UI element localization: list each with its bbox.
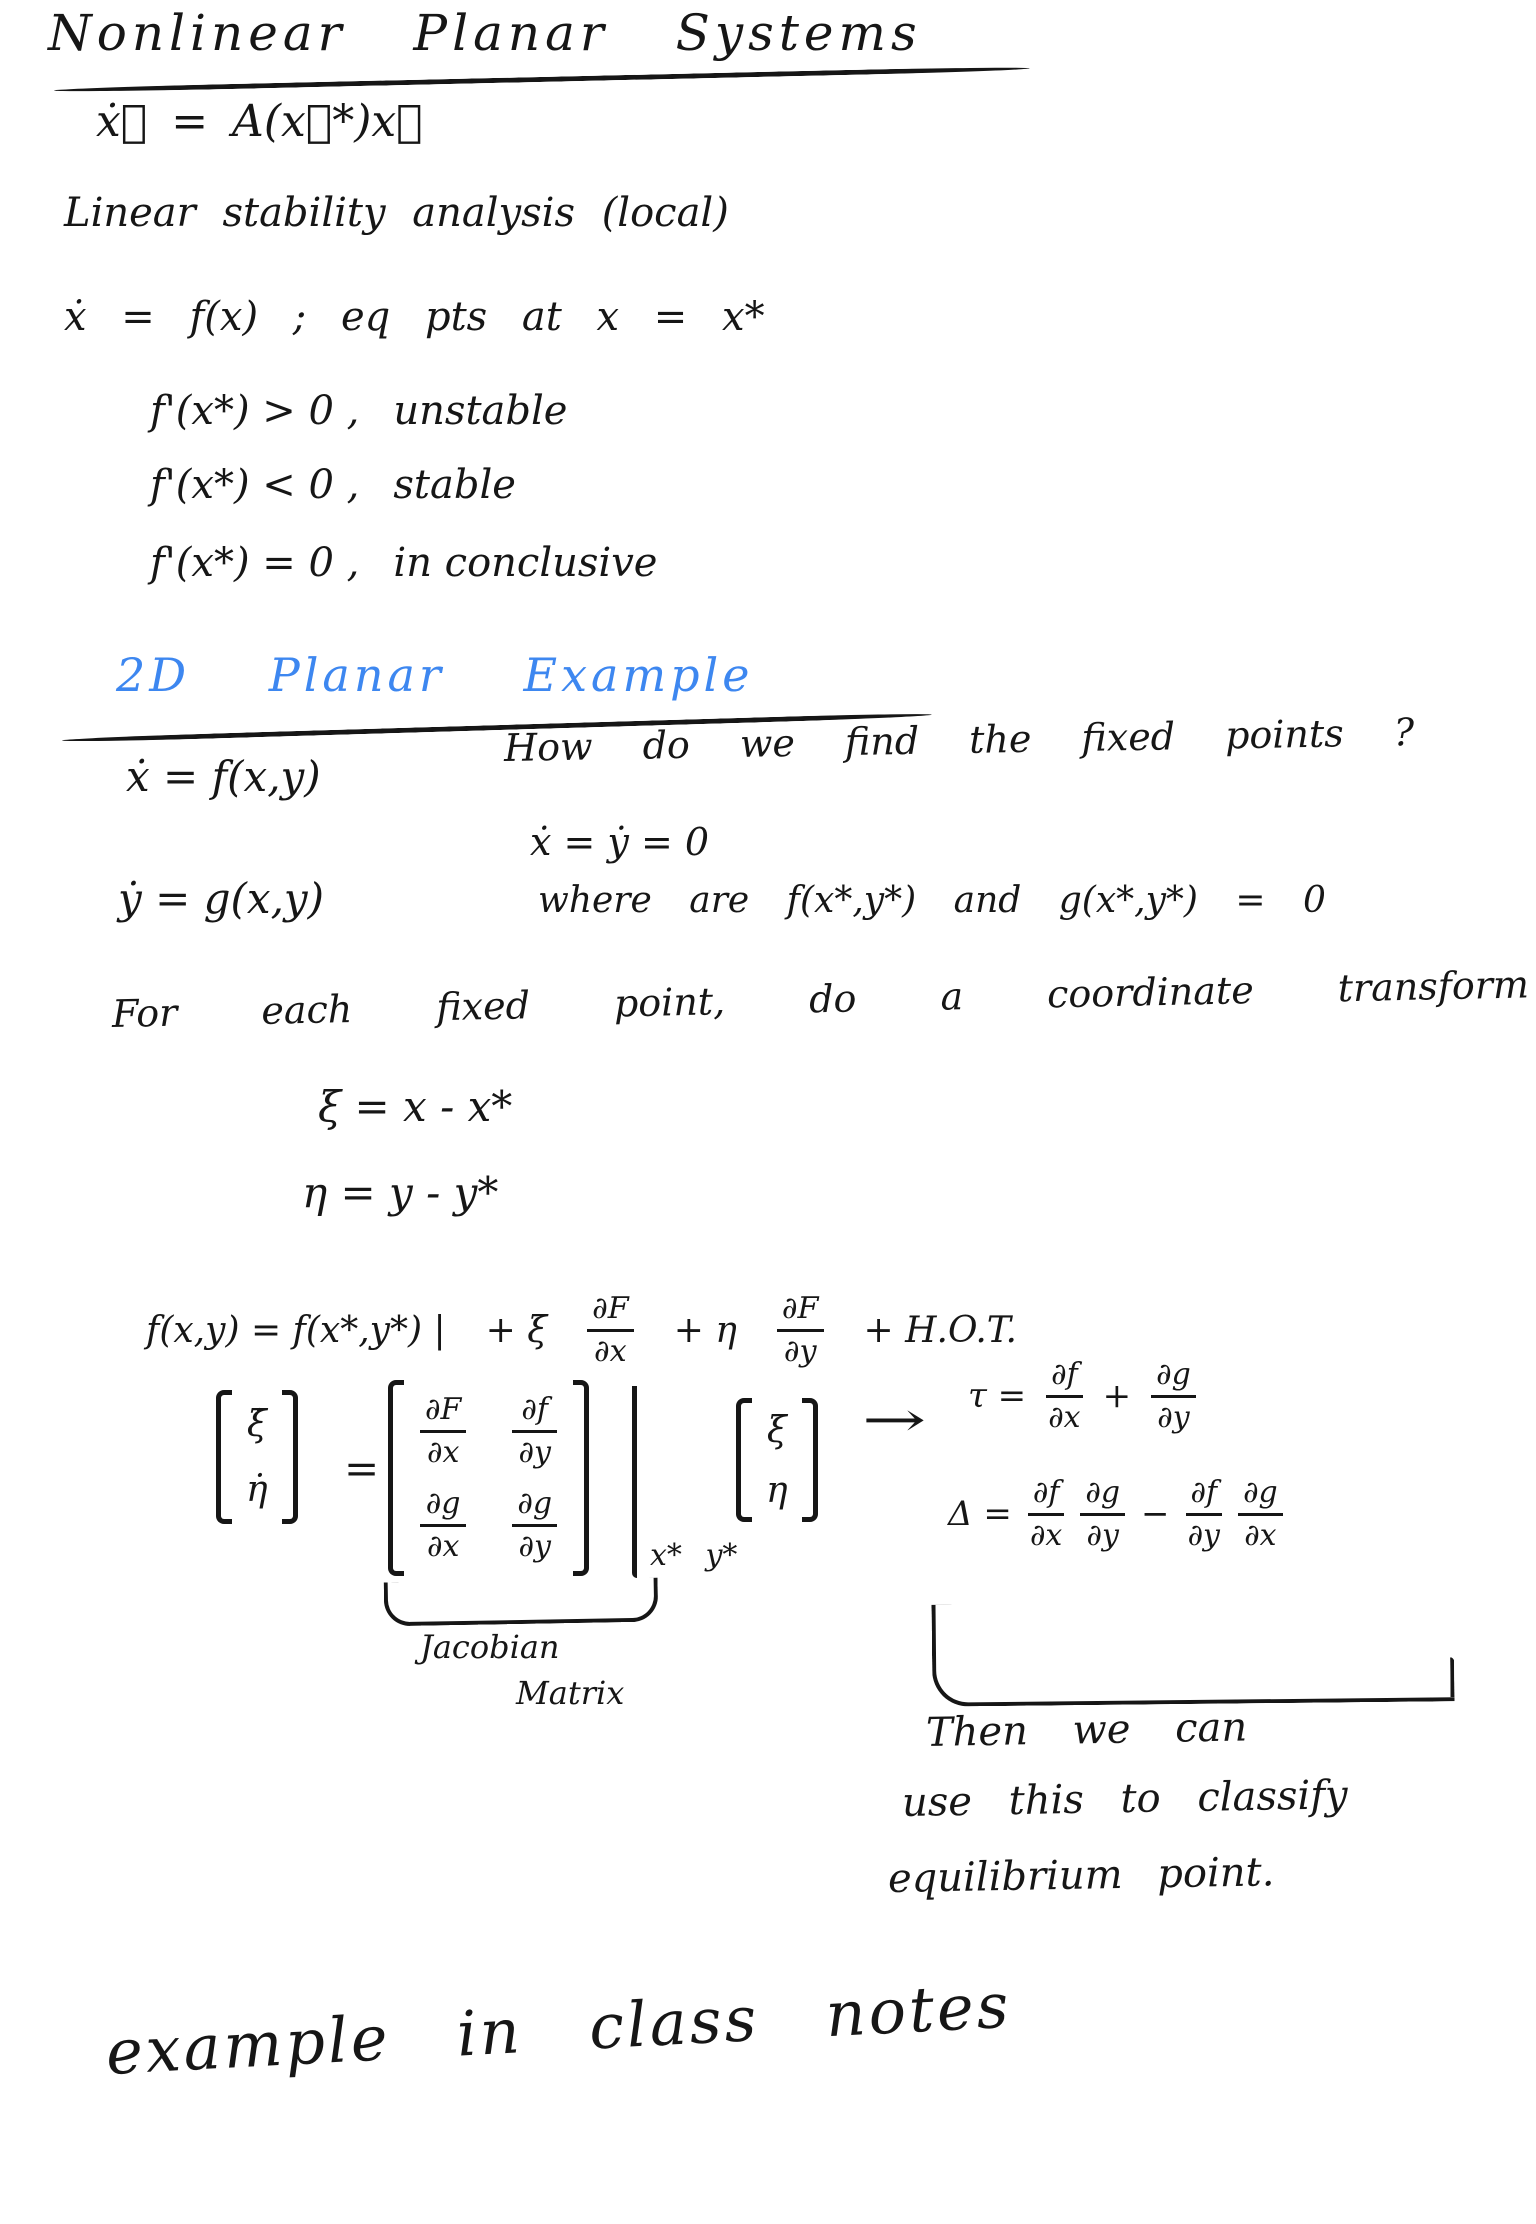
eta-entry: η	[766, 1469, 788, 1511]
determinant-equation	[948, 1476, 1283, 1552]
taylor-expansion-line	[146, 1292, 1017, 1369]
classification-bracket	[931, 1599, 1454, 1706]
left-bracket	[216, 1390, 232, 1524]
case-condition: f'(x*) > 0 ,	[150, 388, 360, 434]
equals-sign: =	[344, 1444, 380, 1493]
system-equation-x: ẋ = f(x,y)	[126, 752, 321, 801]
case-result: unstable	[393, 388, 568, 434]
case-condition: f'(x*) < 0 ,	[150, 462, 360, 508]
evaluation-bar	[632, 1386, 637, 1578]
case-result: in conclusive	[393, 540, 658, 586]
tau-symbol: τ =	[968, 1376, 1027, 1416]
jacobian-entry-11: $\frac{\partial F}{\partial x}$	[420, 1393, 466, 1469]
bracket-end-tick	[1450, 1657, 1454, 1697]
plus-sign: +	[1102, 1376, 1132, 1416]
jacobian-underbrace	[384, 1578, 659, 1627]
where-condition-line: where are f(x*,y*) and g(x*,y*) = 0	[538, 880, 1326, 921]
stability-case-unstable	[150, 388, 567, 434]
right-bracket	[573, 1380, 589, 1576]
fixed-points-question: How do we find the fixed points ?	[503, 710, 1415, 770]
trace-equation	[968, 1358, 1196, 1434]
taylor-lhs: f(x,y) = f(x*,y*) |	[146, 1309, 446, 1351]
taylor-eta-term: + η	[673, 1309, 737, 1351]
partial-F-partial-y: $\frac{\partial F}{\partial y}$	[777, 1292, 824, 1369]
case-condition: f'(x*) = 0 ,	[150, 540, 360, 586]
system-equation-y: ẏ = g(x,y)	[118, 874, 325, 923]
closing-note-line3: equilibrium point.	[887, 1849, 1275, 1902]
planar-example-heading: 2D Planar Example	[116, 648, 754, 702]
delta-symbol: Δ =	[948, 1494, 1012, 1534]
left-bracket	[388, 1380, 404, 1576]
partial-f-partial-y: $\frac{\partial f}{\partial y}$	[1186, 1476, 1223, 1552]
equilibrium-points-line: ẋ = f(x) ; eq pts at x = x*	[64, 294, 765, 340]
jacobian-entry-21: $\frac{\partial g}{\partial x}$	[420, 1487, 466, 1563]
footer-note: example in class notes	[104, 1968, 1014, 2089]
stability-case-stable	[150, 462, 516, 508]
right-arrow-icon: →	[862, 1392, 927, 1448]
evaluated-at-point: x* y*	[650, 1538, 738, 1573]
linear-stability-heading: Linear stability analysis (local)	[64, 190, 729, 236]
coordinate-transform-intro: For each fixed point, do a coordinate transform	[111, 962, 1530, 1036]
jacobian-entry-22: $\frac{\partial g}{\partial y}$	[512, 1487, 557, 1563]
xi-eta-dot-vector	[216, 1390, 298, 1524]
taylor-xi-term: + ξ	[485, 1309, 548, 1351]
xi-eta-vector	[736, 1398, 818, 1522]
left-bracket	[736, 1398, 752, 1522]
stability-case-inconclusive	[150, 540, 657, 586]
title-underline	[54, 66, 1030, 93]
case-result: stable	[393, 462, 516, 508]
xi-entry: ξ	[766, 1409, 787, 1451]
xi-definition: ξ = x - x*	[318, 1082, 513, 1131]
jacobian-entry-12: $\frac{\partial f}{\partial y}$	[512, 1393, 557, 1469]
zero-derivative-condition: ẋ = ẏ = 0	[530, 820, 710, 864]
partial-f-partial-x: $\frac{\partial f}{\partial x}$	[1046, 1358, 1083, 1434]
partial-g-partial-y: $\frac{\partial g}{\partial y}$	[1080, 1476, 1125, 1552]
eta-dot: η̇	[246, 1469, 268, 1510]
xi-dot: ξ̇	[246, 1404, 267, 1445]
jacobian-label: Jacobian	[420, 1628, 560, 1666]
eta-definition: η = y - y*	[302, 1168, 499, 1217]
minus-sign: −	[1141, 1494, 1170, 1534]
vector-equation: ẋ⃗ = A(x⃗*)x⃗	[96, 96, 423, 147]
closing-note-line2: use this to classify	[901, 1772, 1349, 1826]
partial-F-partial-x: $\frac{\partial F}{\partial x}$	[587, 1292, 634, 1369]
higher-order-terms: + H.O.T.	[863, 1309, 1017, 1351]
partial-g-partial-x: $\frac{\partial g}{\partial x}$	[1238, 1476, 1283, 1552]
partial-g-partial-y: $\frac{\partial g}{\partial y}$	[1151, 1358, 1196, 1434]
jacobian-matrix	[388, 1380, 589, 1576]
partial-f-partial-x: $\frac{\partial f}{\partial x}$	[1028, 1476, 1065, 1552]
matrix-label: Matrix	[516, 1674, 625, 1712]
right-bracket	[282, 1390, 298, 1524]
closing-note-line1: Then we can	[925, 1704, 1248, 1756]
right-bracket	[802, 1398, 818, 1522]
page-title: Nonlinear Planar Systems	[48, 4, 922, 62]
